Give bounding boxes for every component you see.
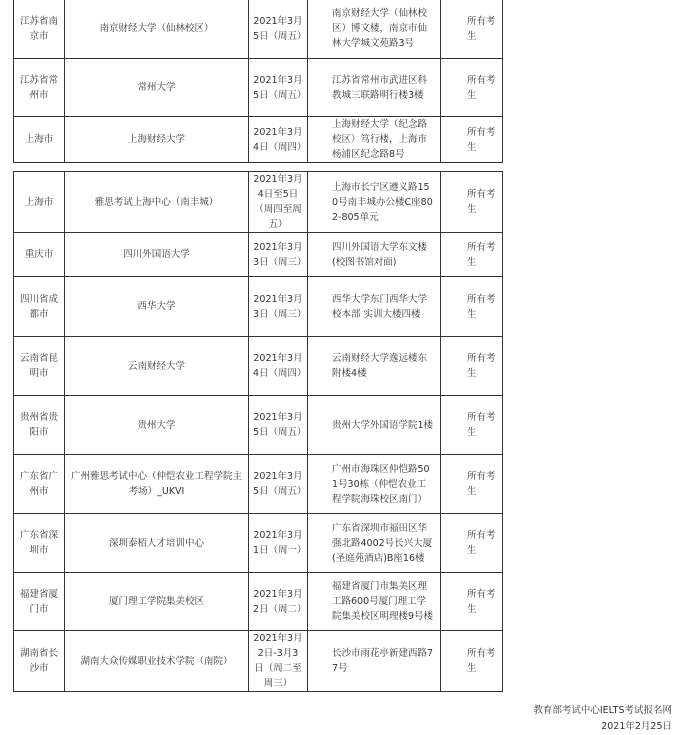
footer-date: 2021年2月25日 xyxy=(601,721,672,732)
venue-cell: 云南财经大学 xyxy=(65,337,249,396)
city-cell: 重庆市 xyxy=(14,233,65,277)
city-cell: 四川省成都市 xyxy=(14,277,65,337)
venue-cell: 广州雅思考试中心（仲恺农业工程学院主考场）_UKVI xyxy=(65,455,249,514)
city-cell: 广东省深圳市 xyxy=(14,514,65,573)
venue-cell: 常州大学 xyxy=(65,59,249,117)
city-cell: 福建省厦门市 xyxy=(14,573,65,631)
table-row xyxy=(14,631,503,692)
candidates-cell: 所有考生 xyxy=(441,396,503,455)
venue-cell: 贵州大学 xyxy=(65,396,249,455)
table-row xyxy=(14,514,503,573)
venue-cell: 厦门理工学院集美校区 xyxy=(65,573,249,631)
candidates-cell: 所有考生 xyxy=(441,277,503,337)
address-cell: 西华大学东门西华大学校本部 实训大楼四楼 xyxy=(308,277,441,337)
date-cell: 2021年3月5日（周五） xyxy=(249,396,308,455)
address-cell: 广州市海珠区仲恺路501号30栋（仲恺农业工程学院海珠校区南门） xyxy=(308,455,441,514)
table-row xyxy=(14,0,503,59)
date-cell: 2021年3月2日（周二） xyxy=(249,573,308,631)
venue-cell: 四川外国语大学 xyxy=(65,233,249,277)
table1-body xyxy=(14,0,503,163)
address-cell: 云南财经大学逸远楼东附楼4楼 xyxy=(308,337,441,396)
candidates-cell: 所有考生 xyxy=(441,233,503,277)
city-cell: 云南省昆明市 xyxy=(14,337,65,396)
venue-cell: 雅思考试上海中心（南丰城） xyxy=(65,172,249,233)
candidates-cell: 所有考生 xyxy=(441,59,503,117)
venue-cell: 深圳泰栢人才培训中心 xyxy=(65,514,249,573)
date-cell: 2021年3月4日至5日（周四至周五） xyxy=(249,172,308,233)
footer-source: 教育部考试中心IELTS考试报名网 xyxy=(533,705,672,716)
date-cell: 2021年3月3日（周三） xyxy=(249,233,308,277)
address-cell: 贵州大学外国语学院1楼 xyxy=(308,396,441,455)
table-row xyxy=(14,233,503,277)
candidates-cell: 所有考生 xyxy=(441,455,503,514)
address-cell: 上海市长宁区遵义路150号南丰城办公楼C座802-805单元 xyxy=(308,172,441,233)
venue-cell: 南京财经大学（仙林校区） xyxy=(65,0,249,59)
address-cell: 南京财经大学（仙林校区）博文楼，南京市仙林大学城文苑路3号 xyxy=(308,0,441,59)
date-cell: 2021年3月3日（周三） xyxy=(249,277,308,337)
table2-body xyxy=(14,172,503,692)
address-cell: 上海财经大学（纪念路校区）笃行楼，上海市杨浦区纪念路8号 xyxy=(308,117,441,163)
city-cell: 江苏省南京市 xyxy=(14,0,65,59)
candidates-cell: 所有考生 xyxy=(441,631,503,692)
table-row xyxy=(14,172,503,233)
date-cell: 2021年3月4日（周四） xyxy=(249,117,308,163)
candidates-cell: 所有考生 xyxy=(441,514,503,573)
address-cell: 四川外国语大学东文楼(校图书馆对面) xyxy=(308,233,441,277)
city-cell: 上海市 xyxy=(14,117,65,163)
city-cell: 贵州省贵阳市 xyxy=(14,396,65,455)
address-cell: 福建省厦门市集美区理工路600号厦门理工学院集美校区明理楼9号楼 xyxy=(308,573,441,631)
candidates-cell: 所有考生 xyxy=(441,0,503,59)
city-cell: 上海市 xyxy=(14,172,65,233)
exam-venue-table-part1 xyxy=(13,0,503,163)
table-row xyxy=(14,573,503,631)
candidates-cell: 所有考生 xyxy=(441,573,503,631)
city-cell: 广东省广州市 xyxy=(14,455,65,514)
candidates-cell: 所有考生 xyxy=(441,117,503,163)
date-cell: 2021年3月1日（周一） xyxy=(249,514,308,573)
table-row xyxy=(14,396,503,455)
address-cell: 广东省深圳市福田区华强北路4002号长兴大厦(圣庭苑酒店)B座16楼 xyxy=(308,514,441,573)
city-cell: 江苏省常州市 xyxy=(14,59,65,117)
date-cell: 2021年3月5日（周五） xyxy=(249,0,308,59)
date-cell: 2021年3月5日（周五） xyxy=(249,59,308,117)
venue-cell: 湖南大众传媒职业技术学院（南院） xyxy=(65,631,249,692)
candidates-cell: 所有考生 xyxy=(441,172,503,233)
venue-cell: 上海财经大学 xyxy=(65,117,249,163)
exam-venue-table-part2 xyxy=(13,171,503,692)
table-row xyxy=(14,455,503,514)
address-cell: 长沙市雨花亭新建西路77号 xyxy=(308,631,441,692)
candidates-cell: 所有考生 xyxy=(441,337,503,396)
table-row xyxy=(14,337,503,396)
table-row xyxy=(14,59,503,117)
address-cell: 江苏省常州市武进区科教城三联路明行楼3楼 xyxy=(308,59,441,117)
table-row xyxy=(14,117,503,163)
city-cell: 湖南省长沙市 xyxy=(14,631,65,692)
table-row xyxy=(14,277,503,337)
date-cell: 2021年3月5日（周五） xyxy=(249,455,308,514)
date-cell: 2021年3月4日（周四） xyxy=(249,337,308,396)
venue-cell: 西华大学 xyxy=(65,277,249,337)
date-cell: 2021年3月2日-3月3日（周二至周三） xyxy=(249,631,308,692)
